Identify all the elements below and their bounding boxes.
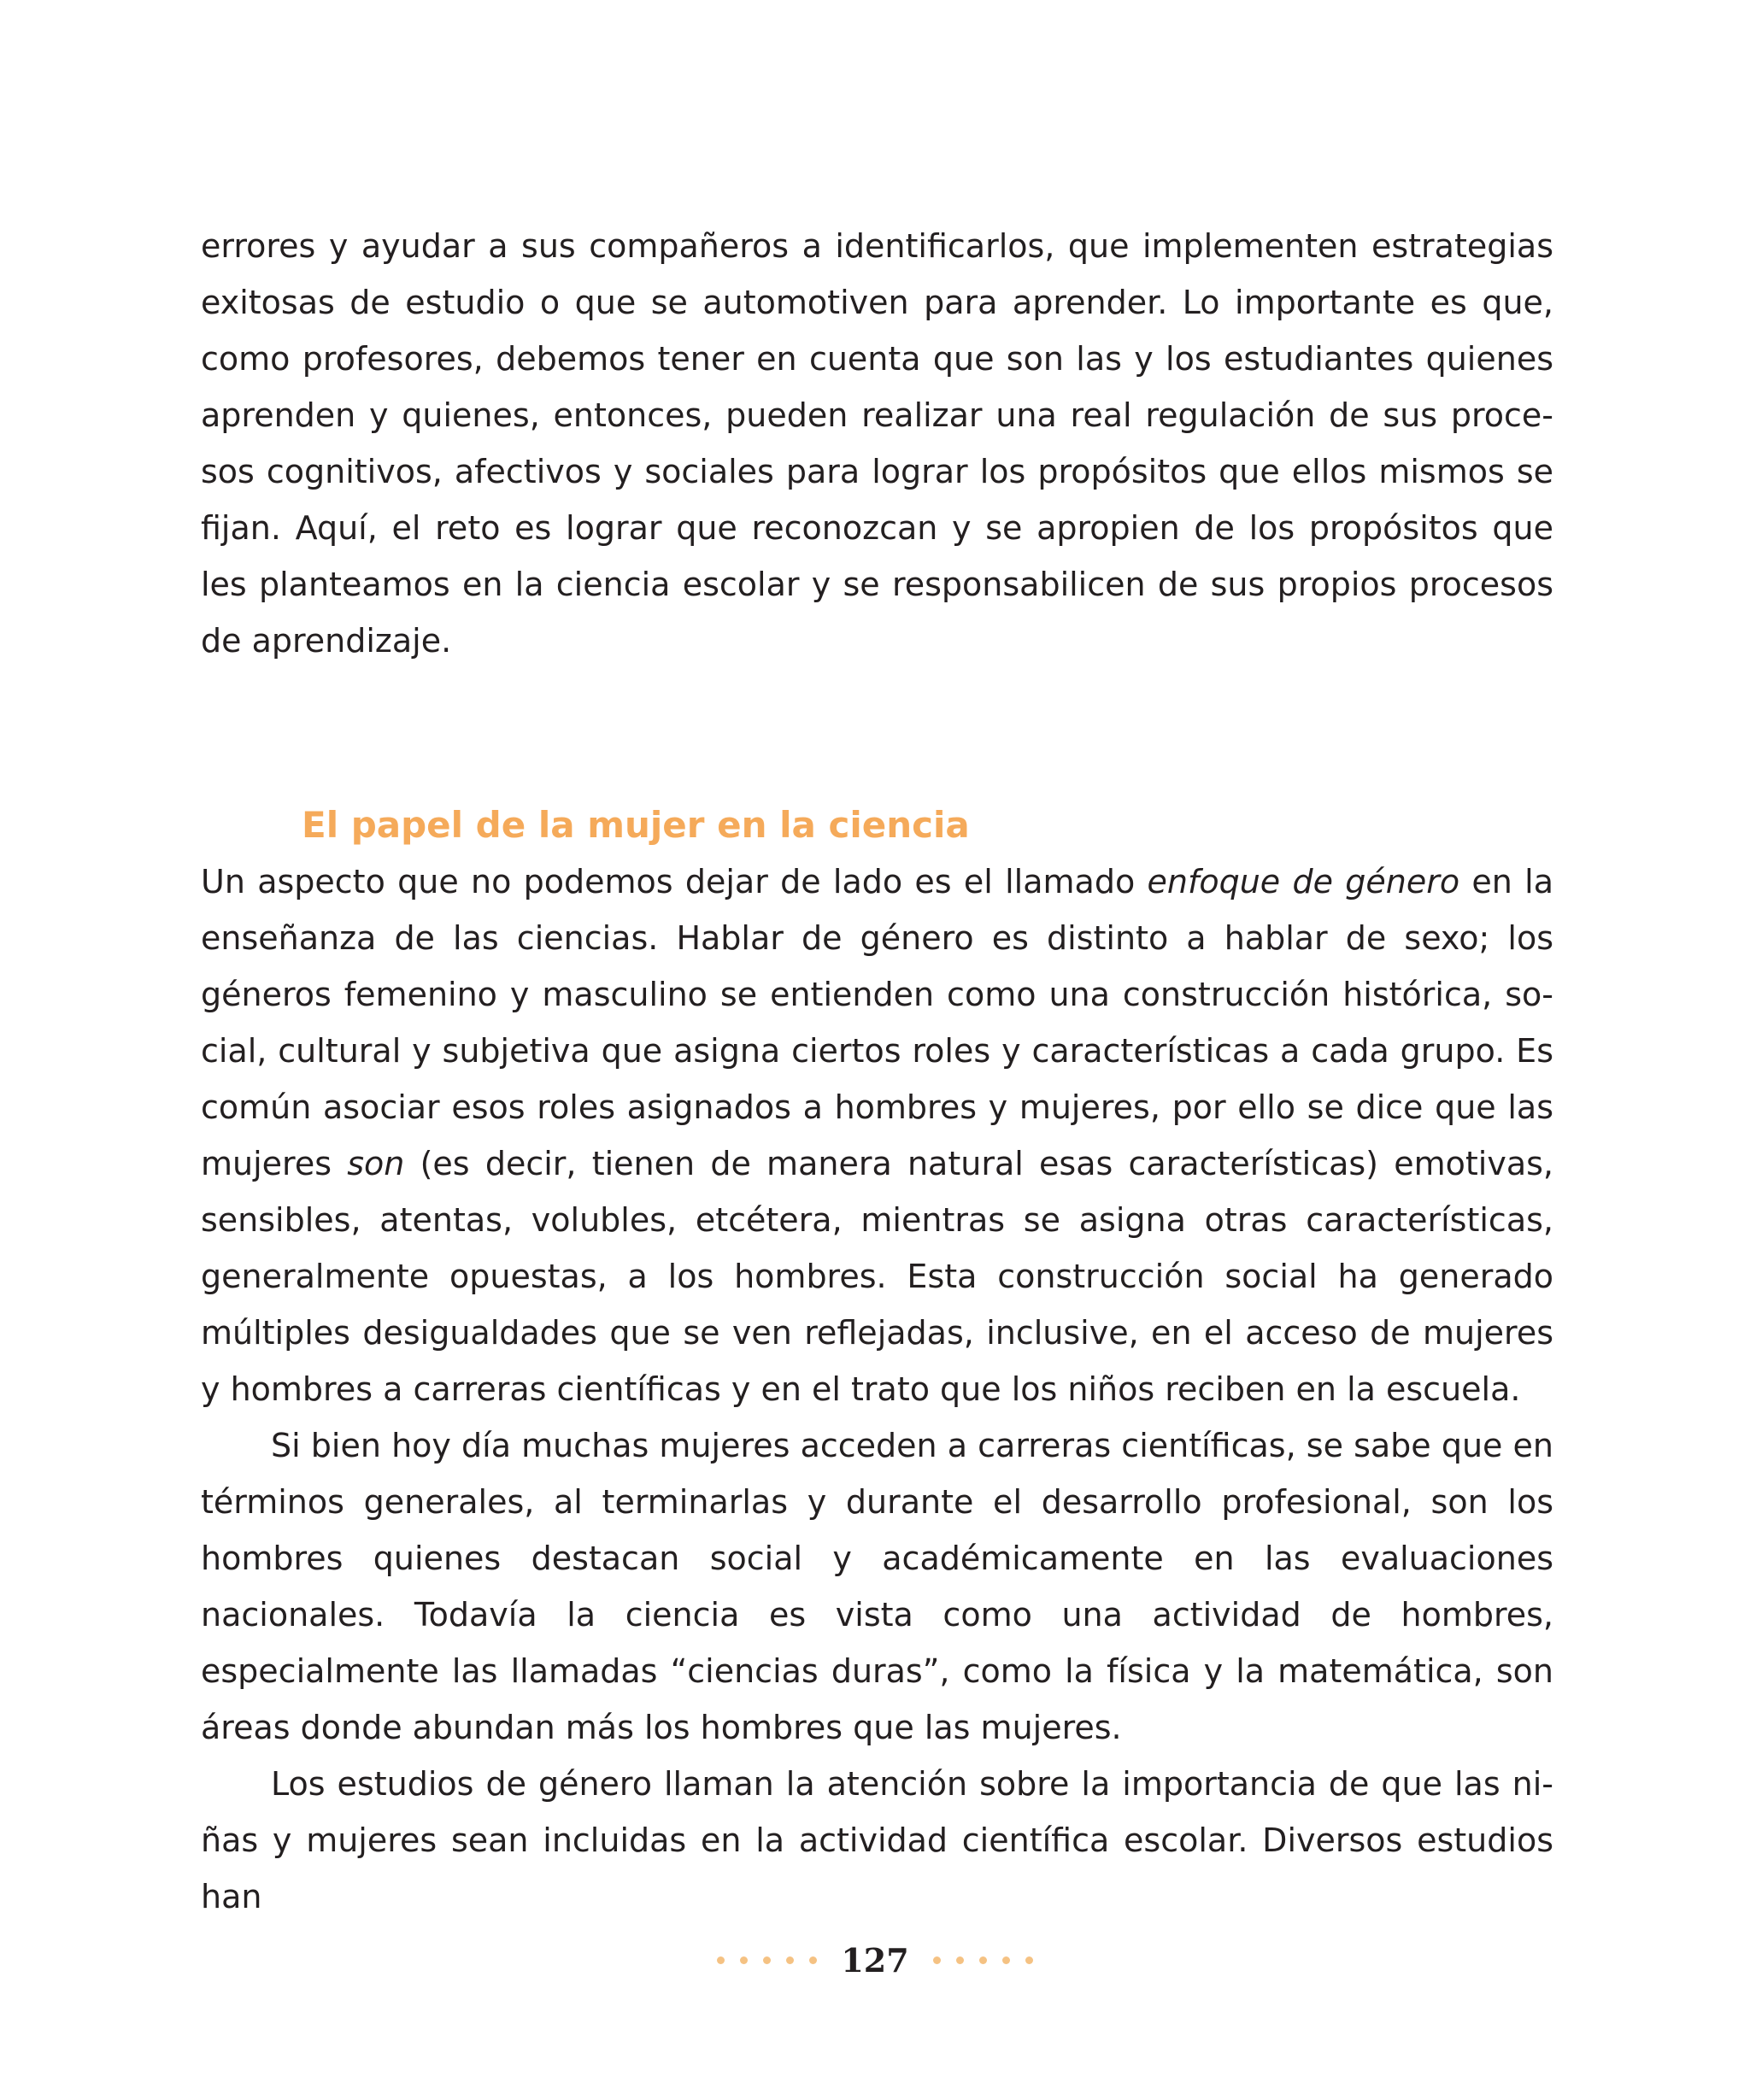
text-run: Un aspecto que no podemos dejar de lado es el llamado [201,863,1148,900]
page-number: 127 [841,1941,909,1980]
right-dots-ornament [933,1956,1033,1964]
dot-ornament [956,1956,964,1964]
text-run: (es decir, tienen de manera natural esas características) emotivas, sensibles, atentas, volubles, etcétera, mientras se asigna otras características, generalmente opuestas, a los hombres. Esta construcción social ha generado múltiples desigualdades que se ven reflejadas, inclusive, en el acceso de mujeres y hombres a carreras científicas y en el trato que los niños reciben en la escuela. [201,1145,1553,1408]
dot-ornament [763,1956,771,1964]
dot-ornament [786,1956,794,1964]
body-paragraph: Los estudios de género llaman la atención sobre la importancia de que las niñas y mujeres sean incluidas en la actividad científica escolar. Diversos estudios han [201,1765,1553,1915]
dot-ornament [809,1956,817,1964]
dot-ornament [1002,1956,1010,1964]
body-paragraph: errores y ayudar a sus compañeros a identificarlos, que implementen estrategias exitosas de estudio o que se automotiven para aprender. Lo importante es que, como profesores, debemos tener en cuenta que son las y los estudiantes quienes aprenden y quienes, entonces, pueden realizar una real regulación de sus procesos cognitivos, afectivos y sociales para lograr los propósitos que ellos mismos se fijan. Aquí, el reto es lograr que reconozcan y se apropien de los propósitos que les planteamos en la ciencia escolar y se responsabilicen de sus propios procesos de aprendizaje. [201,227,1553,660]
dot-ornament [717,1956,725,1964]
body-paragraph [201,853,1553,1417]
italic-term: son [347,1145,405,1182]
body-paragraph: Si bien hoy día muchas mujeres acceden a carreras científicas, se sabe que en términos generales, al terminarlas y durante el desarrollo profesional, son los hombres quienes destacan social y académicamente en las evaluaciones nacionales. Todavía la ciencia es vista como una actividad de hombres, especialmente las llamadas “ciencias duras”, como la física y la matemática, son áreas donde abundan más los hombres que las mujeres. [201,1427,1553,1746]
dot-ornament [933,1956,941,1964]
dot-ornament [979,1956,987,1964]
italic-term: enfoque de género [1147,863,1460,900]
section-title: El papel de la mujer en la ciencia [302,804,970,846]
left-dots-ornament [717,1956,817,1964]
text-run: en la enseñanza de las ciencias. Hablar de género es distinto a hablar de sexo; los géneros femenino y masculino se entienden como una construcción histórica, social, cultural y subjetiva que asigna ciertos roles y características a cada grupo. Es común asociar esos roles asignados a hombres y mujeres, por ello se dice que las mujeres [201,863,1553,1182]
page-content [201,218,1553,1925]
page-footer [0,1941,1750,1980]
dot-ornament [1025,1956,1033,1964]
dot-ornament [740,1956,748,1964]
